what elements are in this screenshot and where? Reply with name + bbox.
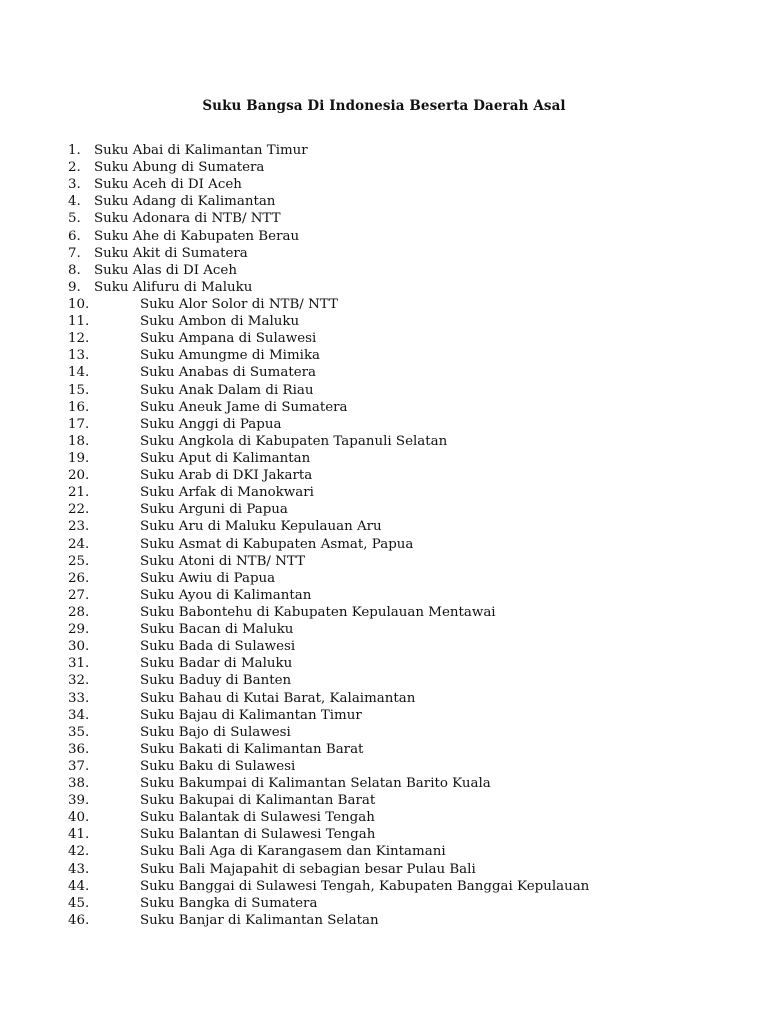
item-text: Suku Banggai di Sulawesi Tengah, Kabupaten Banggai Kepulauan — [140, 878, 590, 894]
list-item — [68, 382, 314, 399]
item-number: 12. — [68, 331, 90, 347]
item-number: 29. — [68, 622, 90, 638]
list-item — [68, 176, 242, 193]
list-item — [68, 741, 364, 758]
list-item — [68, 690, 416, 707]
list-item — [68, 142, 308, 159]
list-item — [68, 296, 338, 313]
item-number: 41. — [68, 827, 90, 843]
item-number: 16. — [68, 399, 90, 415]
list-item — [68, 159, 265, 176]
item-number: 13. — [68, 348, 90, 364]
item-text: Suku Angkola di Kabupaten Tapanuli Selatan — [140, 433, 448, 449]
item-number: 32. — [68, 673, 90, 689]
list-item — [68, 912, 379, 929]
list-item — [68, 826, 376, 843]
item-text: Suku Aneuk Jame di Sumatera — [140, 399, 348, 415]
item-number: 6. — [68, 228, 81, 244]
list-item — [68, 518, 382, 535]
item-number: 18. — [68, 433, 90, 449]
item-text: Suku Bada di Sulawesi — [140, 639, 296, 655]
item-number: 44. — [68, 878, 90, 894]
list-item — [68, 193, 276, 210]
item-number: 28. — [68, 604, 90, 620]
item-number: 30. — [68, 639, 90, 655]
list-item — [68, 553, 306, 570]
item-text: Suku Ampana di Sulawesi — [140, 331, 317, 347]
item-number: 40. — [68, 810, 90, 826]
item-text: Suku Bangka di Sumatera — [140, 895, 318, 911]
item-number: 14. — [68, 365, 90, 381]
item-number: 25. — [68, 553, 90, 569]
list-item — [68, 758, 296, 775]
item-number: 34. — [68, 707, 90, 723]
item-text: Suku Akit di Sumatera — [94, 245, 248, 261]
list-item — [68, 536, 414, 553]
list-item — [68, 724, 291, 741]
item-number: 17. — [68, 416, 90, 432]
item-number: 1. — [68, 143, 81, 158]
item-number: 8. — [68, 262, 81, 278]
item-number: 9. — [68, 279, 81, 295]
item-text: Suku Aput di Kalimantan — [140, 450, 311, 466]
item-text: Suku Ambon di Maluku — [140, 314, 300, 330]
list-item — [68, 245, 248, 262]
list-item — [68, 843, 446, 860]
list-item — [68, 621, 294, 638]
item-text: Suku Anggi di Papua — [140, 416, 282, 432]
item-number: 26. — [68, 570, 90, 586]
item-text: Suku Baduy di Banten — [140, 673, 292, 689]
list-item — [68, 587, 312, 604]
list-item — [68, 895, 318, 912]
item-number: 27. — [68, 587, 90, 603]
item-text: Suku Arab di DKI Jakarta — [140, 468, 313, 484]
list-item — [68, 484, 314, 501]
item-number: 19. — [68, 450, 90, 466]
list-item — [68, 775, 491, 792]
list-item — [68, 347, 321, 364]
list-item — [68, 262, 237, 279]
item-text: Suku Alifuru di Maluku — [94, 279, 253, 295]
item-number: 21. — [68, 485, 90, 501]
list-item — [68, 467, 313, 484]
item-number: 4. — [68, 194, 81, 210]
list-item — [68, 313, 300, 330]
item-text: Suku Abung di Sumatera — [94, 160, 265, 176]
item-text: Suku Atoni di NTB/ NTT — [140, 553, 306, 569]
item-text: Suku Badar di Maluku — [140, 656, 293, 672]
item-text: Suku Alas di DI Aceh — [94, 262, 237, 278]
list-item — [68, 792, 376, 809]
item-text: Suku Anak Dalam di Riau — [140, 382, 314, 398]
list-item — [68, 210, 281, 227]
list-item — [68, 450, 311, 467]
list-item — [68, 809, 375, 826]
item-number: 2. — [68, 160, 81, 176]
list-item — [68, 672, 292, 689]
item-text: Suku Asmat di Kabupaten Asmat, Papua — [140, 536, 414, 552]
item-text: Suku Bajau di Kalimantan Timur — [140, 707, 362, 723]
item-text: Suku Anabas di Sumatera — [140, 365, 317, 381]
item-number: 20. — [68, 468, 90, 484]
item-number: 33. — [68, 690, 90, 706]
item-text: Suku Balantan di Sulawesi Tengah — [140, 827, 376, 843]
item-number: 38. — [68, 776, 90, 792]
list-item — [68, 228, 300, 245]
item-text: Suku Adonara di NTB/ NTT — [94, 211, 281, 227]
list-item — [68, 501, 288, 518]
item-text: Suku Bajo di Sulawesi — [140, 724, 291, 740]
list-item — [68, 604, 496, 621]
item-text: Suku Aru di Maluku Kepulauan Aru — [140, 519, 382, 535]
item-number: 5. — [68, 211, 81, 227]
item-number: 42. — [68, 844, 90, 860]
item-text: Suku Baku di Sulawesi — [140, 758, 296, 774]
item-number: 43. — [68, 861, 90, 877]
item-number: 11. — [68, 314, 90, 330]
item-text: Suku Amungme di Mimika — [140, 348, 321, 364]
item-text: Suku Bahau di Kutai Barat, Kalaimantan — [140, 690, 416, 706]
item-text: Suku Aceh di DI Aceh — [94, 177, 242, 193]
list-item — [68, 570, 276, 587]
page-title: Suku Bangsa Di Indonesia Beserta Daerah Asal — [202, 98, 566, 114]
list-item — [68, 364, 317, 381]
item-number: 31. — [68, 656, 90, 672]
item-text: Suku Awiu di Papua — [140, 570, 276, 586]
item-text: Suku Alor Solor di NTB/ NTT — [140, 296, 338, 312]
item-text: Suku Adang di Kalimantan — [94, 194, 276, 210]
list-item — [68, 707, 362, 724]
item-number: 3. — [68, 177, 81, 193]
item-text: Suku Balantak di Sulawesi Tengah — [140, 810, 375, 826]
item-number: 22. — [68, 502, 90, 518]
item-number: 39. — [68, 793, 90, 809]
list-item — [68, 878, 590, 895]
item-number: 15. — [68, 382, 90, 398]
item-text: Suku Ayou di Kalimantan — [140, 587, 312, 603]
item-number: 46. — [68, 912, 90, 928]
item-number: 23. — [68, 519, 90, 535]
item-text: Suku Bacan di Maluku — [140, 622, 294, 638]
item-number: 35. — [68, 724, 90, 740]
item-text: Suku Bakati di Kalimantan Barat — [140, 741, 364, 757]
list-item — [68, 638, 296, 655]
item-text: Suku Arfak di Manokwari — [140, 485, 314, 501]
item-number: 24. — [68, 536, 90, 552]
item-text: Suku Abai di Kalimantan Timur — [94, 143, 308, 158]
item-text: Suku Bakupai di Kalimantan Barat — [140, 793, 376, 809]
list-item — [68, 330, 317, 347]
item-number: 45. — [68, 895, 90, 911]
item-text: Suku Bakumpai di Kalimantan Selatan Barito Kuala — [140, 776, 491, 792]
item-number: 7. — [68, 245, 81, 261]
suku-list — [68, 142, 590, 929]
item-text: Suku Babontehu di Kabupaten Kepulauan Mentawai — [140, 604, 496, 620]
item-number: 36. — [68, 741, 90, 757]
list-item — [68, 279, 253, 296]
item-text: Suku Bali Majapahit di sebagian besar Pulau Bali — [140, 861, 476, 877]
item-number: 10. — [68, 296, 90, 312]
list-item — [68, 416, 282, 433]
item-number: 37. — [68, 758, 90, 774]
item-text: Suku Bali Aga di Karangasem dan Kintamani — [140, 844, 446, 860]
item-text: Suku Ahe di Kabupaten Berau — [94, 228, 300, 244]
list-item — [68, 399, 348, 416]
item-text: Suku Banjar di Kalimantan Selatan — [140, 912, 379, 928]
list-item — [68, 433, 448, 450]
item-text: Suku Arguni di Papua — [140, 502, 288, 518]
list-item — [68, 655, 293, 672]
list-item — [68, 861, 476, 878]
